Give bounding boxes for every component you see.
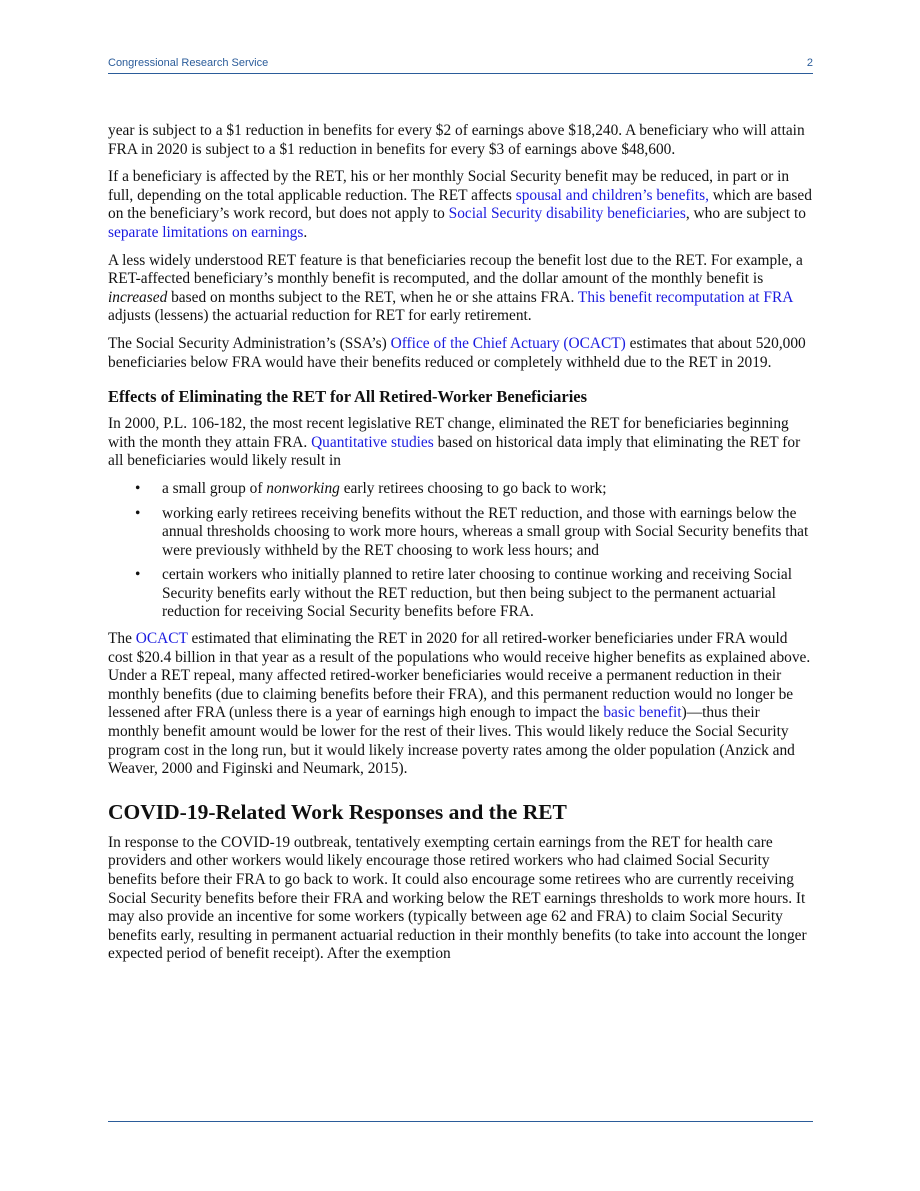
- text: In 2000, P.L. 106-182, the most recent legislative RET change, eliminated the RET for beneficiaries beginning with the month they attain FRA.: [108, 415, 789, 451]
- bullet-icon: •: [135, 504, 141, 522]
- bullet-list: [108, 480, 813, 622]
- list-item: [108, 505, 813, 561]
- paragraph-5: [108, 415, 813, 471]
- paragraph-7: In response to the COVID-19 outbreak, tentatively exempting certain earnings from the RET for health care providers and other workers would likely encourage those retired workers who had claimed Social Security benefits before their FRA to go back to work. It could also encourage some retirees who are currently receiving Social Security benefits before their FRA and working below the RET earnings thresholds to work more hours. It may also provide an incentive for some workers (typically between age 62 and FRA) to claim Social Security benefits early, resulting in permanent actuarial reduction in their monthly benefits (to take into account the longer expected period of benefit receipt). After the exemption: [108, 833, 807, 963]
- text: adjusts (lessens) the actuarial reduction for RET for early retirement.: [108, 307, 532, 325]
- link-ocact[interactable]: Office of the Chief Actuary (OCACT): [390, 334, 626, 352]
- text: based on months subject to the RET, when he or she attains FRA.: [167, 288, 578, 306]
- text: .: [303, 223, 308, 241]
- link-separate-limitations[interactable]: separate limitations on earnings: [108, 223, 304, 241]
- header-rule: [108, 73, 813, 74]
- link-benefit-recomputation[interactable]: This benefit recomputation at FRA: [577, 288, 793, 306]
- section-heading-effects: Effects of Eliminating the RET for All Retired-Worker Beneficiaries: [108, 387, 588, 407]
- text: early retirees choosing to go back to work;: [339, 479, 607, 497]
- link-disability-beneficiaries[interactable]: Social Security disability beneficiaries: [448, 205, 686, 223]
- footer-rule: [108, 1121, 813, 1122]
- text: estimated that eliminating the RET in 2020 for all retired-worker beneficiaries under FRA would cost $20.4 billion in that year as a result of the populations who would receive higher benefits as explained above. Under a RET repeal, many affected retired-worker beneficiaries would receive a permanent reduction in their monthly benefits (due to claiming benefits before their FRA), and this permanent reduction would no longer be lessened after FRA (unless there is a year of earnings high enough to impact the: [108, 630, 811, 722]
- link-spousal-children-benefits[interactable]: spousal and children’s benefits,: [515, 186, 709, 204]
- text: certain workers who initially planned to retire later choosing to continue working and receiving Social Security benefits early without the RET reduction, but then being subject to the permanent actuarial reduction for receiving Social Security benefits before FRA.: [162, 566, 792, 621]
- text: based on historical data imply that eliminating the RET for all beneficiaries would likely result in: [108, 433, 801, 470]
- paragraph-6: [108, 630, 813, 779]
- text: which are based on the beneficiary’s work record, but does not apply to: [108, 186, 812, 223]
- text: The: [108, 630, 136, 648]
- running-header: [108, 57, 813, 73]
- link-quantitative-studies[interactable]: Quantitative studies: [311, 433, 434, 451]
- document-body: [108, 122, 813, 973]
- link-ocact-estimate[interactable]: OCACT: [135, 630, 188, 648]
- emphasis: nonworking: [266, 479, 340, 497]
- header-organization: Congressional Research Service: [108, 57, 269, 69]
- text: )—thus their monthly benefit amount would be lower for the rest of their lives. This would likely reduce the Social Security program cost in the long run, but it would likely increase poverty rates among the older population (Anzick and Weaver, 2000 and Figinski and Neumark, 2015).: [108, 704, 795, 778]
- text: working early retirees receiving benefits without the RET reduction, and those with earnings below the annual thresholds choosing to work more hours, whereas a small group with Social Security benefits that were previously withheld by the RET choosing to work less hours; and: [162, 504, 809, 559]
- text: a small group of: [162, 479, 267, 497]
- bullet-icon: •: [135, 479, 141, 497]
- paragraph-2: [108, 168, 813, 242]
- text: A less widely understood RET feature is that beneficiaries recoup the benefit lost due to the RET. For example, a RET-affected beneficiary’s monthly benefit is recomputed, and the dollar amount of the monthly benefit is: [108, 251, 803, 288]
- text: , who are subject to: [685, 205, 806, 223]
- bullet-icon: •: [135, 566, 141, 584]
- paragraph-4: [108, 335, 813, 372]
- page-number: 2: [806, 57, 813, 69]
- section-heading-covid: COVID-19-Related Work Responses and the RET: [108, 799, 567, 824]
- text: The Social Security Administration’s (SSA’s): [108, 334, 391, 352]
- paragraph-3: [108, 252, 813, 326]
- list-item: [108, 566, 813, 622]
- text: If a beneficiary is affected by the RET, his or her monthly Social Security benefit may be reduced, in part or in full, depending on the total applicable reduction. The RET affects: [108, 168, 790, 204]
- text: estimates that about 520,000 beneficiaries below FRA would have their benefits reduced or completely withheld due to the RET in 2019.: [108, 334, 806, 371]
- emphasis: increased: [108, 288, 168, 306]
- paragraph-1: year is subject to a $1 reduction in benefits for every $2 of earnings above $18,240. A beneficiary who will attain FRA in 2020 is subject to a $1 reduction in benefits for every $3 of earnings above $48,600.: [108, 122, 805, 158]
- list-item: [108, 480, 813, 499]
- link-basic-benefit[interactable]: basic benefit: [603, 704, 682, 722]
